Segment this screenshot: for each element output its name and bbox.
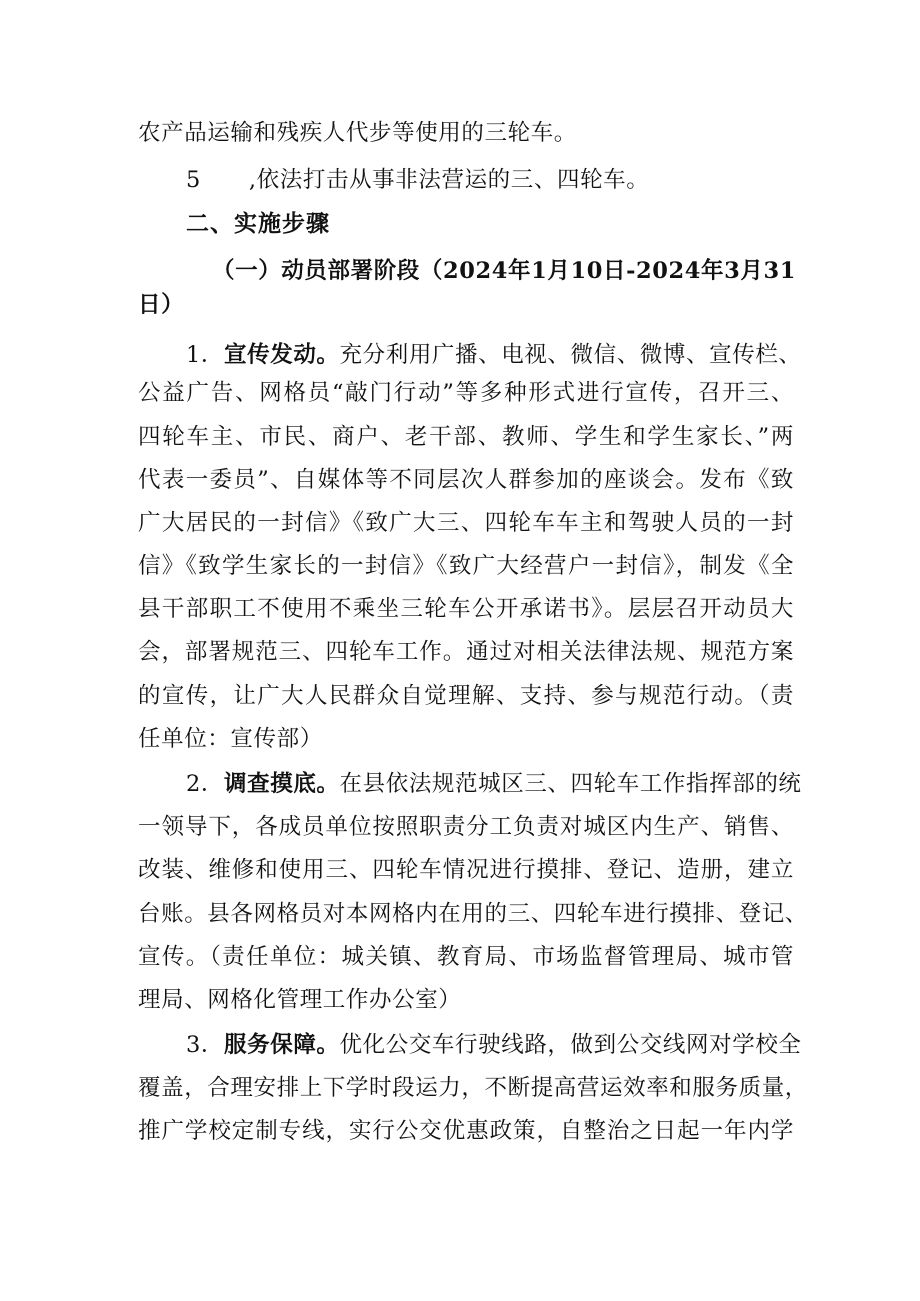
paragraph-line: 理局、网格化管理工作办公室）: [138, 987, 462, 1013]
item-text: 充分利用广播、电视、微信、微博、宣传栏、: [339, 342, 802, 368]
item-number: 3．: [186, 1032, 225, 1058]
item-text: ,依法打击从事非法营运的三、四轮车。: [248, 167, 650, 193]
paragraph-line: 四轮车主、市民、商户、老干部、教师、学生和学生家长、”两: [138, 424, 794, 450]
text-line: 农产品运输和残疾人代步等使用的三轮车。: [138, 120, 577, 146]
paragraph-line: 推广学校定制专线，实行公交优惠政策，自整治之日起一年内学: [138, 1118, 794, 1144]
paragraph-line: [186, 767, 802, 801]
paragraph-line: 的宣传，让广大人民群众自觉理解、支持、参与规范行动。（责: [138, 683, 794, 709]
paragraph-line: 广大居民的一封信》《致广大三、四轮车车主和驾驶人员的一封: [138, 510, 794, 536]
paragraph-line: 宣传。（责任单位：城关镇、教育局、市场监督管理局、城市管: [138, 944, 794, 970]
paragraph-line: 台账。县各网格员对本网格内在用的三、四轮车进行摸排、登记、: [138, 901, 808, 927]
paragraph-line: [186, 338, 802, 372]
paragraph-line: 会，部署规范三、四轮车工作。通过对相关法律法规、规范方案: [138, 639, 794, 665]
paragraph-line: 任单位：宣传部）: [138, 726, 323, 752]
paragraph-line: 信》《致学生家长的一封信》《致广大经营户一封信》，制发《全: [138, 553, 794, 579]
item-number: 5: [186, 167, 201, 193]
text-line: [186, 163, 794, 197]
item-text: 优化公交车行驶线路，做到公交线网对学校全: [339, 1032, 802, 1058]
item-number: 2．: [186, 771, 225, 797]
paragraph-line: [186, 1028, 802, 1062]
paragraph-line: 代表一委员”、自媒体等不同层次人群参加的座谈会。发布《致: [138, 467, 794, 493]
subsection-heading-cont: 日）: [138, 292, 185, 318]
paragraph-line: 公益广告、网格员“敲门行动”等多种形式进行宣传，召开三、: [138, 380, 794, 406]
paragraph-line: 县干部职工不使用不乘坐三轮车公开承诺书》。层层召开动员大: [138, 596, 794, 622]
subsection-heading: （一）动员部署阶段（2024年1月10日-2024年3月31: [212, 258, 797, 284]
paragraph-line: 覆盖，合理安排上下学时段运力，不断提高营运效率和服务质量，: [138, 1075, 808, 1101]
item-lead: 调查摸底。: [224, 771, 340, 797]
paragraph-line: 改装、维修和使用三、四轮车情况进行摸排、登记、造册，建立: [138, 857, 794, 883]
item-lead: 服务保障。: [224, 1032, 340, 1058]
item-lead: 宣传发动。: [224, 342, 340, 368]
paragraph-line: 一领导下，各成员单位按照职责分工负责对城区内生产、销售、: [138, 814, 794, 840]
item-number: 1．: [186, 342, 225, 368]
section-heading: 二、实施步骤: [186, 211, 330, 237]
item-text: 在县依法规范城区三、四轮车工作指挥部的统: [339, 771, 802, 797]
